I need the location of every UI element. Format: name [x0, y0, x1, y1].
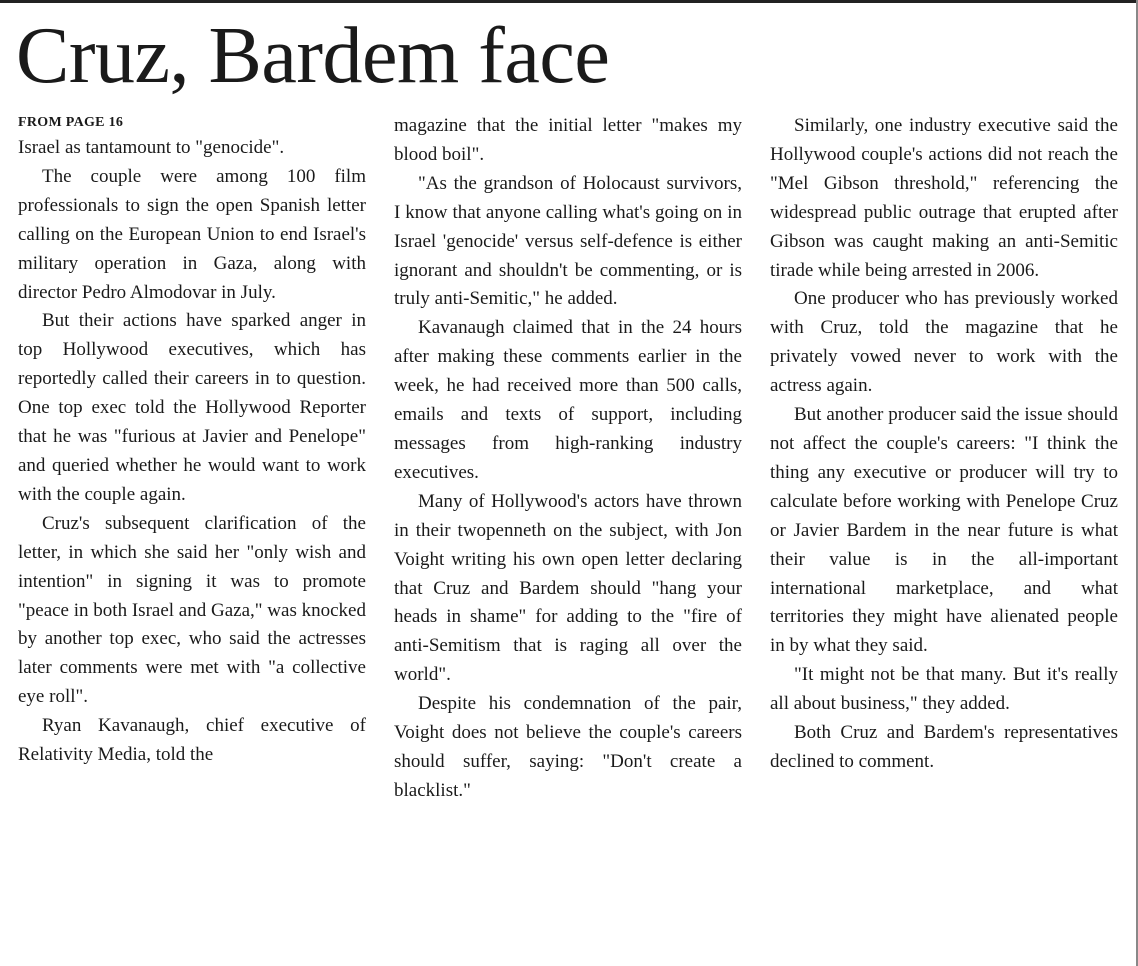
headline: Cruz, Bardem face — [16, 12, 610, 100]
paragraph: One producer who has previously worked with Cruz, told the magazine that he privately vowed never to work with the actress again. — [770, 288, 1118, 397]
paragraph: The couple were among 100 film professionals to sign the open Spanish letter calling on the European Union to end Israel's military operation in Gaza, along with director Pedro Almodovar in July. — [18, 165, 366, 303]
paragraph: Israel as tantamount to "genocide". — [18, 137, 285, 158]
column-3 — [770, 112, 1118, 962]
continued-from-label: FROM PAGE 16 — [18, 115, 124, 130]
article-columns — [18, 112, 1118, 962]
paragraph: Similarly, one industry executive said the Hollywood couple's actions did not reach the "Mel Gibson threshold," referencing the widespread public outrage that erupted after Gibson was caught making an anti-Semitic tirade while being arrested in 2006. — [770, 115, 1118, 281]
paragraph: Kavanaugh claimed that in the 24 hours after making these comments earlier in the week, he had received more than 500 calls, emails and texts of support, including messages from high-ranking industry executives. — [394, 317, 742, 483]
paragraph: magazine that the initial letter "makes my blood boil". — [394, 115, 742, 165]
paragraph: "It might not be that many. But it's really all about business," they added. — [770, 664, 1118, 715]
paragraph: But another producer said the issue should not affect the couple's careers: "I think the thing any executive or producer will try to calculate before working with Penelope Cruz or Javier Bardem in the near future is what their value is in the all-important international marketplace, and what territories they might have alienated people in by what they said. — [770, 404, 1118, 657]
paragraph: Many of Hollywood's actors have thrown in their twopenneth on the subject, with Jon Voight writing his own open letter declaring that Cruz and Bardem should "hang your heads in shame" for adding to the "fire of anti-Semitism that is raging all over the world". — [394, 490, 742, 686]
paragraph: Both Cruz and Bardem's representatives declined to comment. — [770, 722, 1118, 772]
paragraph: Cruz's subsequent clarification of the letter, in which she said her "only wish and intention" in signing it was to promote "peace in both Israel and Gaza," was knocked by another top exec, who said the actresses later comments were met with "a collective eye roll". — [18, 512, 366, 708]
paragraph: But their actions have sparked anger in top Hollywood executives, which has reportedly called their careers in to question. One top exec told the Hollywood Reporter that he was "furious at Javier and Penelope" and queried whether he would want to work with the couple again. — [18, 310, 366, 505]
paragraph: Ryan Kavanaugh, chief executive of Relativity Media, told the — [18, 715, 366, 766]
top-rule — [0, 0, 1138, 3]
column-2 — [394, 112, 742, 962]
paragraph: "As the grandson of Holocaust survivors, I know that anyone calling what's going on in Israel 'genocide' versus self-defence is either ignorant and shouldn't be commenting, or is truly anti-Semitic," he added. — [394, 172, 742, 310]
column-1 — [18, 112, 366, 962]
paragraph: Despite his condemnation of the pair, Voight does not believe the couple's careers should suffer, saying: "Don't create a blacklist." — [394, 693, 742, 801]
